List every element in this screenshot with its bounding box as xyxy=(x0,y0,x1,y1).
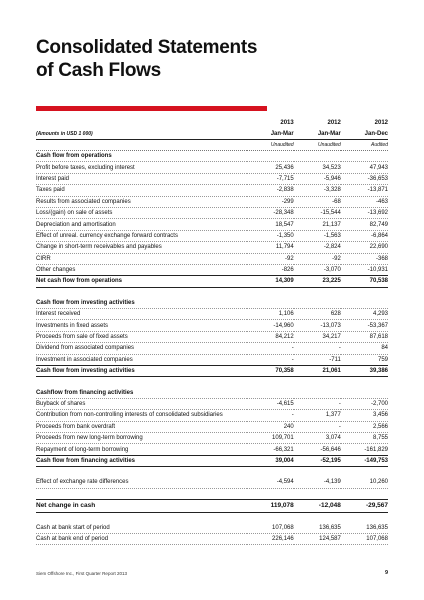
row-value: -6,864 xyxy=(341,230,388,241)
row-value: -4,594 xyxy=(247,477,294,488)
row-value: -53,367 xyxy=(341,320,388,331)
header-audit-status: Audited xyxy=(341,140,388,151)
header-period: Jan-Dec xyxy=(341,128,388,140)
row-label: Proceeds from sale of fixed assets xyxy=(36,331,247,342)
row-value: -15,544 xyxy=(294,207,341,218)
row-value: 47,943 xyxy=(341,162,388,173)
row-value: -52,195 xyxy=(294,455,341,466)
row-label: Loss/(gain) on sale of assets xyxy=(36,207,247,218)
row-value: 82,749 xyxy=(341,219,388,230)
row-value: 109,701 xyxy=(247,432,294,443)
row-value: -14,960 xyxy=(247,320,294,331)
table-row xyxy=(36,219,388,230)
row-value: - xyxy=(247,410,294,421)
row-value: - xyxy=(247,354,294,365)
table-row xyxy=(36,421,388,432)
table-row xyxy=(36,410,388,421)
row-value: 34,523 xyxy=(294,162,341,173)
header-years-row xyxy=(36,118,388,128)
page-title-line1: Consolidated Statements xyxy=(36,37,258,58)
row-value: 14,309 xyxy=(247,276,294,287)
row-label: Net cash flow from operations xyxy=(36,276,247,287)
cash-flow-table xyxy=(36,118,388,545)
row-value: -3,070 xyxy=(294,264,341,275)
row-value: -56,646 xyxy=(294,444,341,455)
row-value: -463 xyxy=(341,196,388,207)
row-value: 10,260 xyxy=(341,477,388,488)
section-heading: Cash flow from investing activities xyxy=(36,298,388,309)
row-value: -13,073 xyxy=(294,320,341,331)
investing-section xyxy=(36,298,388,377)
row-label: Other changes xyxy=(36,264,247,275)
row-value: - xyxy=(294,398,341,409)
row-label: Taxes paid xyxy=(36,185,247,196)
row-value: -4,139 xyxy=(294,477,341,488)
row-label: Buyback of shares xyxy=(36,398,247,409)
row-value: 70,538 xyxy=(341,276,388,287)
page-title-line2: of Cash Flows xyxy=(36,60,161,81)
row-value: -161,829 xyxy=(341,444,388,455)
row-value: 23,225 xyxy=(294,276,341,287)
row-value: 1,106 xyxy=(247,309,294,320)
net-change-row xyxy=(36,499,388,512)
table-row xyxy=(36,309,388,320)
header-year: 2013 xyxy=(280,120,294,126)
accent-bar xyxy=(36,106,267,111)
row-value: 2,566 xyxy=(341,421,388,432)
section-heading-row xyxy=(36,387,388,398)
row-label: Net change in cash xyxy=(36,499,247,512)
row-label: Investments in fixed assets xyxy=(36,320,247,331)
row-value: 22,690 xyxy=(341,242,388,253)
row-value: - xyxy=(247,343,294,354)
row-value: 39,386 xyxy=(341,366,388,377)
row-label: Proceeds from bank overdraft xyxy=(36,421,247,432)
row-value: 34,217 xyxy=(294,331,341,342)
row-value: 107,068 xyxy=(341,533,388,544)
table-row xyxy=(36,162,388,173)
row-label: Proceeds from new long-term borrowing xyxy=(36,432,247,443)
row-label: Contribution from non-controlling interests of consolidated subsidiaries xyxy=(36,410,247,421)
table-row xyxy=(36,444,388,455)
cash-start-row xyxy=(36,523,388,534)
table-row xyxy=(36,242,388,253)
row-label: Effect of unreal. currency exchange forward contracts xyxy=(36,230,247,241)
row-label: Cash at bank start of period xyxy=(36,523,247,534)
header-audit-row xyxy=(36,140,388,151)
row-value: -13,692 xyxy=(341,207,388,218)
row-value: 70,358 xyxy=(247,366,294,377)
table-row xyxy=(36,398,388,409)
row-value: -2,700 xyxy=(341,398,388,409)
row-label: Depreciation and amortisation xyxy=(36,219,247,230)
row-value: - xyxy=(294,343,341,354)
row-value: -7,715 xyxy=(247,173,294,184)
table-row xyxy=(36,230,388,241)
table-row xyxy=(36,185,388,196)
section-heading: Cash flow from operations xyxy=(36,151,388,162)
header-period: Jan-Mar xyxy=(247,128,294,140)
row-value: -5,946 xyxy=(294,173,341,184)
header-period: Jan-Mar xyxy=(294,128,341,140)
row-value: 21,137 xyxy=(294,219,341,230)
row-value: -2,838 xyxy=(247,185,294,196)
row-label: Investment in associated companies xyxy=(36,354,247,365)
table-row xyxy=(36,320,388,331)
row-value: -29,567 xyxy=(341,499,388,512)
table-row xyxy=(36,331,388,342)
header-audit-status: Unaudited xyxy=(294,140,341,151)
row-value: -13,871 xyxy=(341,185,388,196)
row-label: Results from associated companies xyxy=(36,196,247,207)
section-heading-row xyxy=(36,151,388,162)
table-row xyxy=(36,432,388,443)
fx-effect-row xyxy=(36,477,388,488)
row-label: Cash flow from investing activities xyxy=(36,366,247,377)
row-label: Effect of exchange rate differences xyxy=(36,477,247,488)
row-label: Cash at bank end of period xyxy=(36,533,247,544)
operations-section xyxy=(36,151,388,288)
section-heading-row xyxy=(36,298,388,309)
page-title xyxy=(36,36,257,82)
row-value: 87,618 xyxy=(341,331,388,342)
row-value: 84,212 xyxy=(247,331,294,342)
section-total-row xyxy=(36,276,388,287)
table-row xyxy=(36,196,388,207)
table-row xyxy=(36,207,388,218)
row-value: 21,061 xyxy=(294,366,341,377)
section-total-row xyxy=(36,366,388,377)
row-value: -36,653 xyxy=(341,173,388,184)
row-value: -826 xyxy=(247,264,294,275)
row-value: -299 xyxy=(247,196,294,207)
table-row xyxy=(36,354,388,365)
row-label: Change in short-term receivables and payables xyxy=(36,242,247,253)
row-value: -92 xyxy=(247,253,294,264)
row-value: -1,350 xyxy=(247,230,294,241)
row-value: -1,563 xyxy=(294,230,341,241)
row-value: 84 xyxy=(341,343,388,354)
row-value: 25,436 xyxy=(247,162,294,173)
header-year: 2012 xyxy=(327,120,341,126)
row-value: -28,348 xyxy=(247,207,294,218)
row-value: -66,321 xyxy=(247,444,294,455)
page-number: 9 xyxy=(385,570,389,576)
row-value: 628 xyxy=(294,309,341,320)
row-value: -2,824 xyxy=(294,242,341,253)
table-row xyxy=(36,264,388,275)
section-heading: Cashflow from financing activities xyxy=(36,387,388,398)
units-label: (Amounts in USD 1 000) xyxy=(36,128,247,140)
financing-section xyxy=(36,387,388,466)
row-value: 119,078 xyxy=(247,499,294,512)
header-year: 2012 xyxy=(374,120,388,126)
row-value: -3,328 xyxy=(294,185,341,196)
row-label: Cash flow from financing activities xyxy=(36,455,247,466)
row-value: 759 xyxy=(341,354,388,365)
row-value: -711 xyxy=(294,354,341,365)
row-label: Interest paid xyxy=(36,173,247,184)
row-value: - xyxy=(294,421,341,432)
row-label: Repayment of long-term borrowing xyxy=(36,444,247,455)
row-value: 240 xyxy=(247,421,294,432)
row-value: 18,547 xyxy=(247,219,294,230)
table-row xyxy=(36,343,388,354)
row-value: 11,794 xyxy=(247,242,294,253)
header-audit-status: Unaudited xyxy=(247,140,294,151)
row-value: -4,615 xyxy=(247,398,294,409)
row-value: -12,048 xyxy=(294,499,341,512)
row-value: 107,068 xyxy=(247,523,294,534)
cash-end-row xyxy=(36,533,388,544)
header-periods-row xyxy=(36,128,388,140)
row-value: 1,377 xyxy=(294,410,341,421)
row-value: 136,635 xyxy=(341,523,388,534)
row-label: CIRR xyxy=(36,253,247,264)
row-value: -10,931 xyxy=(341,264,388,275)
footer-text: Siem Offshore Inc., First Quarter Report 2013 xyxy=(36,571,127,576)
row-value: 39,004 xyxy=(247,455,294,466)
row-value: -68 xyxy=(294,196,341,207)
table-row xyxy=(36,173,388,184)
row-value: 3,074 xyxy=(294,432,341,443)
section-total-row xyxy=(36,455,388,466)
row-value: -368 xyxy=(341,253,388,264)
row-value: 226,146 xyxy=(247,533,294,544)
row-label: Interest received xyxy=(36,309,247,320)
row-label: Dividend from associated companies xyxy=(36,343,247,354)
table-row xyxy=(36,253,388,264)
row-value: 124,587 xyxy=(294,533,341,544)
row-value: 8,755 xyxy=(341,432,388,443)
row-label: Profit before taxes, excluding interest xyxy=(36,162,247,173)
row-value: 3,456 xyxy=(341,410,388,421)
row-value: -92 xyxy=(294,253,341,264)
row-value: -149,753 xyxy=(341,455,388,466)
row-value: 136,635 xyxy=(294,523,341,534)
row-value: 4,293 xyxy=(341,309,388,320)
